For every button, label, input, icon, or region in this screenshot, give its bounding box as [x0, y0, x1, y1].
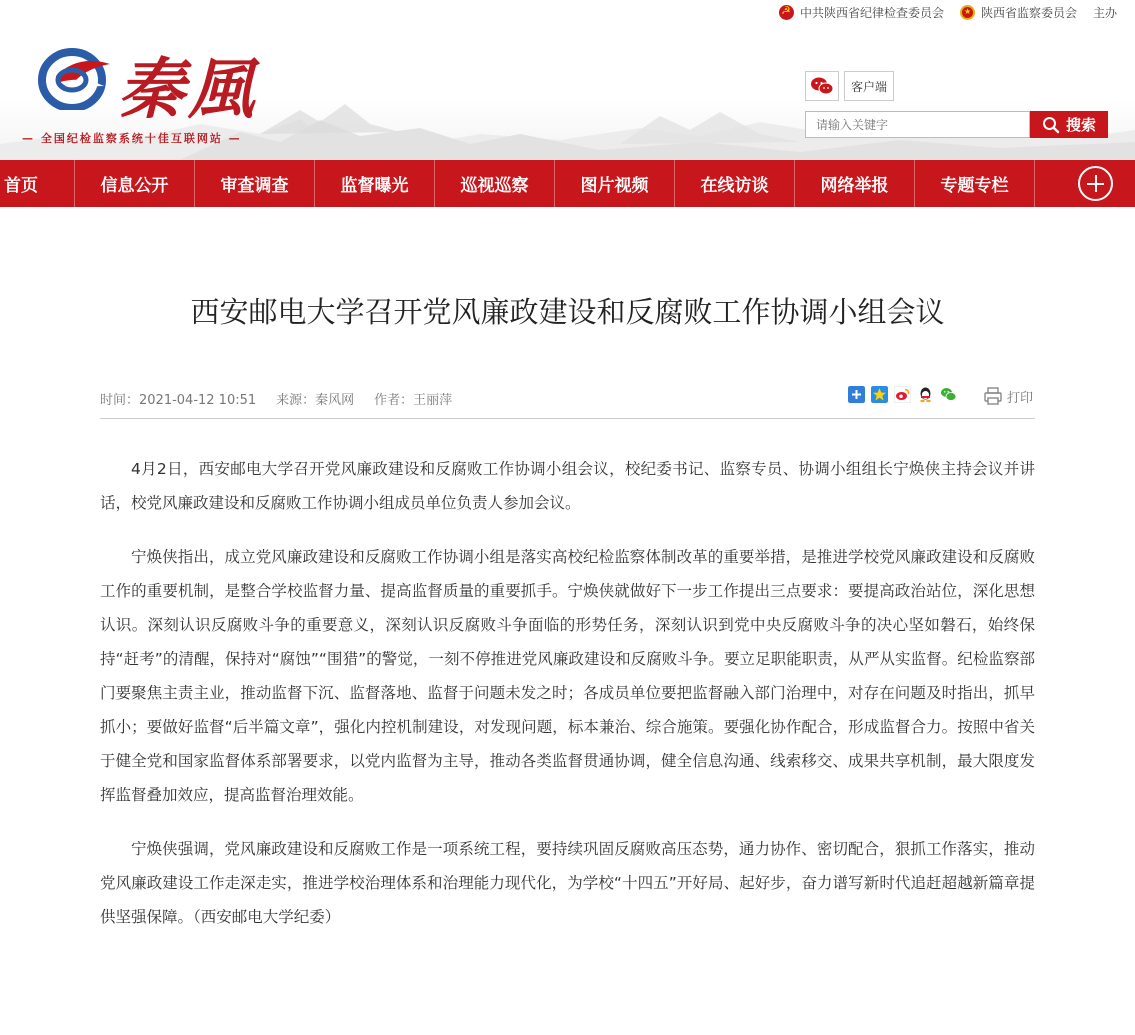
article-title: 西安邮电大学召开党风廉政建设和反腐败工作协调小组会议	[190, 295, 945, 329]
state-emblem-icon	[960, 5, 975, 20]
nav-item-special-topics[interactable]: 专题专栏	[915, 160, 1035, 207]
nav-item-online-interview[interactable]: 在线访谈	[675, 160, 795, 207]
site-logo-text[interactable]: 秦風	[118, 50, 258, 128]
main-nav	[0, 160, 1135, 207]
nav-item-investigation[interactable]: 审查调查	[195, 160, 315, 207]
wechat-icon[interactable]	[940, 386, 957, 403]
nav-more-plus-icon[interactable]	[1078, 166, 1113, 201]
nav-item-home[interactable]: 首页	[0, 160, 75, 207]
nav-item-online-report[interactable]: 网络举报	[795, 160, 915, 207]
link-label: 主办	[1092, 6, 1117, 20]
top-utility-bar	[0, 0, 1135, 24]
site-logo-icon[interactable]	[38, 46, 112, 110]
qq-icon[interactable]	[917, 386, 934, 403]
qzone-icon[interactable]	[871, 386, 888, 403]
nav-item-supervision-exposure[interactable]: 监督曝光	[315, 160, 435, 207]
header-tools	[805, 71, 899, 101]
share-plus-icon[interactable]	[848, 386, 865, 403]
link-label: 陕西省监察委员会	[980, 6, 1077, 20]
search-button-label: 搜索	[1065, 116, 1096, 134]
top-links	[763, 4, 1117, 21]
meta-divider	[100, 418, 1035, 419]
site-slogan: — 全国纪检监察系统十佳互联网站 —	[22, 132, 242, 145]
search-bar	[805, 111, 1108, 138]
nav-item-inspection[interactable]: 巡视巡察	[435, 160, 555, 207]
article-author: 作者：王丽萍	[374, 393, 453, 408]
article-paragraph: 4月2日，西安邮电大学召开党风廉政建设和反腐败工作协调小组会议，校纪委书记、监察专员、协调小组组长宁焕侠主持会议并讲话，校党风廉政建设和反腐败工作协调小组成员单位负责人参加会议。	[100, 460, 1035, 512]
site-header	[0, 24, 1135, 160]
link-provincial-supervision-commission[interactable]	[960, 4, 1077, 21]
search-icon	[1042, 116, 1060, 134]
share-bar	[848, 386, 963, 403]
article-time: 时间：2021-04-12 10:51	[100, 393, 257, 408]
search-input[interactable]	[805, 111, 1030, 138]
client-app-button[interactable]: 客户端	[844, 71, 894, 101]
print-button[interactable]	[983, 386, 1033, 406]
article-paragraph: 宁焕侠强调，党风廉政建设和反腐败工作是一项系统工程，要持续巩固反腐败高压态势，通力协作、密切配合，狠抓工作落实，推动党风廉政建设工作走深走实，推进学校治理体系和治理能力现代化，为学校“十四五”开好局、起好步，奋力谱写新时代追赶超越新篇章提供坚强保障。（西安邮电大学纪委）	[100, 840, 1035, 926]
search-button[interactable]	[1030, 111, 1108, 138]
party-emblem-icon	[779, 5, 794, 20]
link-provincial-discipline-commission[interactable]	[779, 4, 944, 21]
article-paragraph: 宁焕侠指出，成立党风廉政建设和反腐败工作协调小组是落实高校纪检监察体制改革的重要举措，是推进学校党风廉政建设和反腐败工作的重要机制，是整合学校监督力量、提高监督质量的重要抓手。宁焕侠就做好下一步工作提出三点要求：要提高政治站位，深化思想认识。深刻认识反腐败斗争的重要意义，深刻认识反腐败斗争面临的形势任务，深刻认识到党中央反腐败斗争的决心坚如磐石，始终保持“赶考”的清醒，保持对“腐蚀”“围猎”的警觉，一刻不停推进党风廉政建设和反腐败斗争。要立足职能职责，从严从实监督。纪检监察部门要聚焦主责主业，推动监督下沉、监督落地、监督于问题未发之时；各成员单位要把监督融入部门治理中，对存在问题及时指出，抓早抓小；要做好监督“后半篇文章”，强化内控机制建设，对发现问题，标本兼治、综合施策。要强化协作配合，形成监督合力。按照中省关于健全党和国家监督体系部署要求，以党内监督为主导，推动各类监督贯通协调，健全信息沟通、线索移交、成果共享机制，最大限度发挥监督叠加效应，提高监督治理效能。	[100, 548, 1035, 804]
nav-item-photo-video[interactable]: 图片视频	[555, 160, 675, 207]
article-meta	[100, 389, 472, 408]
article-source: 来源：秦风网	[276, 393, 355, 408]
weibo-icon[interactable]	[894, 386, 911, 403]
print-label: 打印	[1007, 390, 1034, 406]
link-label: 中共陕西省纪律检查委员会	[799, 6, 944, 20]
wechat-button[interactable]	[805, 71, 839, 101]
article-body	[100, 452, 1035, 954]
printer-icon	[983, 386, 1003, 406]
wechat-icon	[811, 77, 833, 95]
nav-item-info-disclosure[interactable]: 信息公开	[75, 160, 195, 207]
link-organizer[interactable]	[1093, 4, 1117, 21]
